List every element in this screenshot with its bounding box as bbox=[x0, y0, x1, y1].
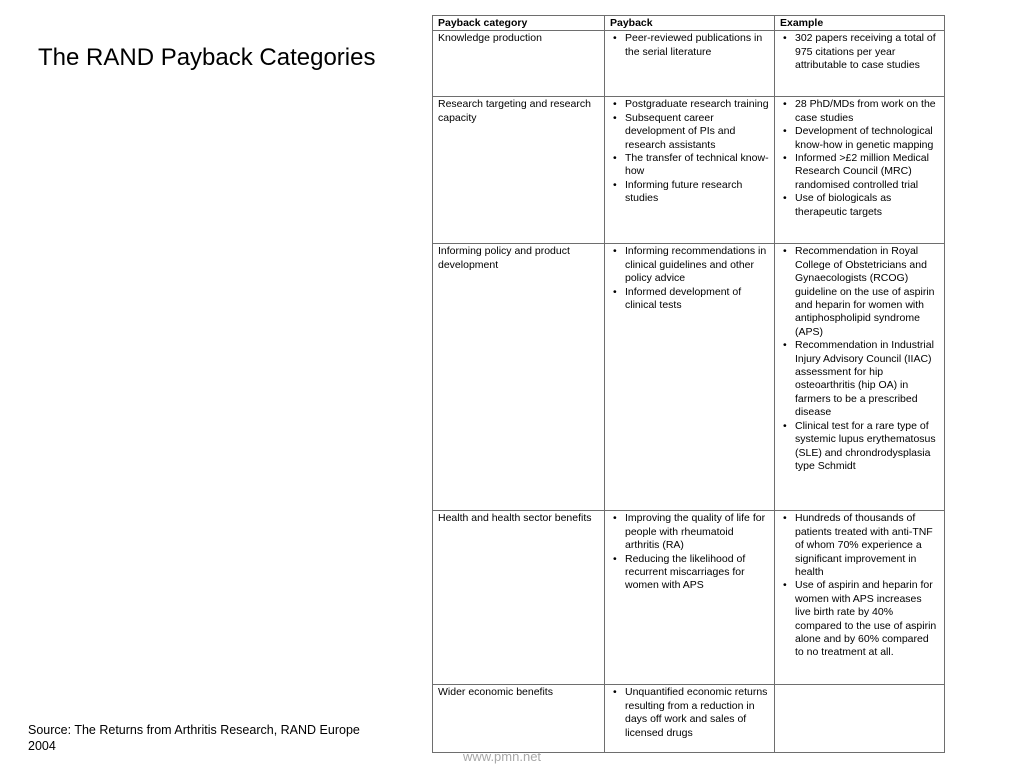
payback-bullet: • Reducing the likelihood of recurrent miscarriages for women with APS bbox=[610, 553, 769, 593]
header-example: Example bbox=[775, 16, 945, 31]
table-row bbox=[433, 511, 945, 685]
category-cell: Health and health sector benefits bbox=[433, 511, 605, 685]
table-header-row bbox=[433, 16, 945, 31]
payback-bullet: • Unquantified economic returns resulting from a reduction in days off work and sales of licensed drugs bbox=[610, 686, 769, 740]
category-cell: Informing policy and product development bbox=[433, 244, 605, 511]
payback-bullet: • Improving the quality of life for people with rheumatoid arthritis (RA) bbox=[610, 512, 769, 552]
payback-cell bbox=[605, 511, 775, 685]
payback-cell bbox=[605, 97, 775, 244]
payback-bullet: • Informing recommendations in clinical guidelines and other policy advice bbox=[610, 245, 769, 285]
payback-cell bbox=[605, 685, 775, 753]
payback-bullet: • Informing future research studies bbox=[610, 179, 769, 206]
example-bullet: • Development of technological know-how in genetic mapping bbox=[780, 125, 939, 152]
table-row bbox=[433, 31, 945, 97]
example-cell bbox=[775, 97, 945, 244]
example-bullet: • Clinical test for a rare type of systemic lupus erythematosus (SLE) and chrondrodysplasia type Schmidt bbox=[780, 420, 939, 474]
example-cell bbox=[775, 511, 945, 685]
example-cell bbox=[775, 31, 945, 97]
payback-bullet: • Postgraduate research training bbox=[610, 98, 769, 111]
payback-bullet: • Informed development of clinical tests bbox=[610, 286, 769, 313]
table-row bbox=[433, 685, 945, 753]
example-bullet: • 302 papers receiving a total of 975 citations per year attributable to case studies bbox=[780, 32, 939, 72]
example-bullet: • Use of biologicals as therapeutic targets bbox=[780, 192, 939, 219]
payback-cell bbox=[605, 31, 775, 97]
example-bullet: • 28 PhD/MDs from work on the case studies bbox=[780, 98, 939, 125]
example-bullet: • Recommendation in Royal College of Obstetricians and Gynaecologists (RCOG) guideline on the use of aspirin and heparin for women with antiphospholipid syndrome (APS) bbox=[780, 245, 939, 339]
payback-table bbox=[432, 15, 945, 753]
source-note: Source: The Returns from Arthritis Research, RAND Europe 2004 bbox=[28, 723, 360, 753]
category-cell: Research targeting and research capacity bbox=[433, 97, 605, 244]
header-payback-category: Payback category bbox=[433, 16, 605, 31]
watermark: www.pmn.net bbox=[463, 749, 542, 764]
table-row bbox=[433, 97, 945, 244]
payback-bullet: • Peer-reviewed publications in the serial literature bbox=[610, 32, 769, 59]
category-cell: Knowledge production bbox=[433, 31, 605, 97]
slide-title: The RAND Payback Categories bbox=[38, 44, 376, 71]
example-bullet: • Use of aspirin and heparin for women with APS increases live birth rate by 40% compared to the use of aspirin alone and by 60% compared to no treatment at all. bbox=[780, 579, 939, 659]
payback-bullet: • Subsequent career development of PIs and research assistants bbox=[610, 112, 769, 152]
payback-cell bbox=[605, 244, 775, 511]
header-payback: Payback bbox=[605, 16, 775, 31]
example-bullet: • Informed >£2 million Medical Research Council (MRC) randomised controlled trial bbox=[780, 152, 939, 192]
table-row bbox=[433, 244, 945, 511]
example-bullet: • Recommendation in Industrial Injury Advisory Council (IIAC) assessment for hip osteoarthritis (hip OA) in farmers to be a prescribed disease bbox=[780, 339, 939, 419]
category-cell: Wider economic benefits bbox=[433, 685, 605, 753]
example-cell bbox=[775, 685, 945, 753]
example-bullet: • Hundreds of thousands of patients treated with anti-TNF of whom 70% experience a significant improvement in health bbox=[780, 512, 939, 579]
payback-bullet: • The transfer of technical know-how bbox=[610, 152, 769, 179]
example-cell bbox=[775, 244, 945, 511]
